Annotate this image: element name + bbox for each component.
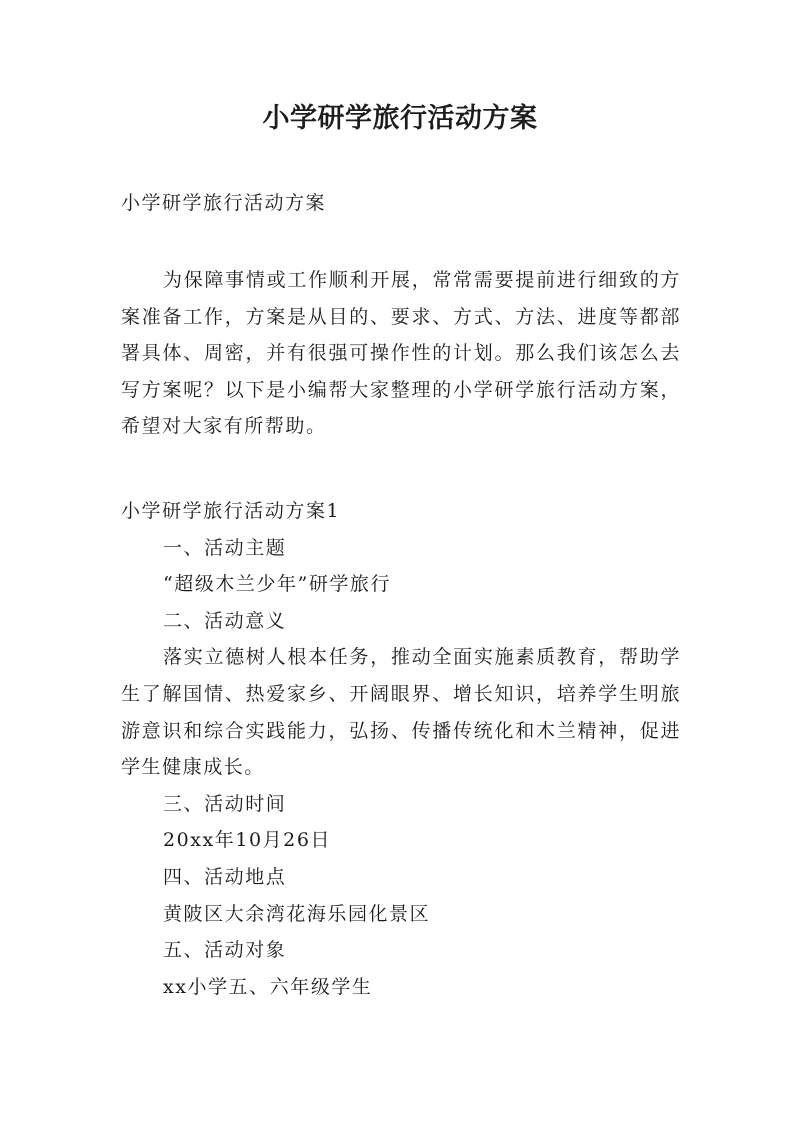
document-title: 小学研学旅行活动方案 [262, 103, 538, 134]
target-heading: 五、活动对象 [163, 939, 287, 962]
intro-paragraph: 为保障事情或工作顺利开展，常常需要提前进行细致的方案准备工作，方案是从目的、要求、方式、方法、进度等都部署具体、周密，并有很强可操作性的计划。那么我们该怎么去写方案呢？以下是小编帮大家整理的小学研学旅行活动方案，希望对大家有所帮助。 [121, 269, 681, 438]
document-subtitle: 小学研学旅行活动方案 [121, 192, 327, 214]
place-heading: 四、活动地点 [163, 865, 287, 888]
section-1 [121, 493, 681, 1005]
theme-text: “超级木兰少年”研学旅行 [163, 573, 392, 596]
time-heading: 三、活动时间 [163, 792, 287, 815]
place-text: 黄陂区大余湾花海乐园化景区 [163, 902, 431, 925]
theme-heading: 一、活动主题 [163, 536, 287, 559]
section-1-heading: 小学研学旅行活动方案1 [121, 500, 341, 522]
meaning-text: 落实立德树人根本任务，推动全面实施素质教育，帮助学生了解国情、热爱家乡、开阔眼界、增长知识，培养学生明旅游意识和综合实践能力，弘扬、传播传统化和木兰精神，促进学生健康成长。 [121, 646, 681, 779]
target-text: xx小学五、六年级学生 [163, 975, 373, 998]
time-text: 20xx年10月26日 [163, 829, 332, 852]
meaning-heading: 二、活动意义 [163, 609, 287, 632]
